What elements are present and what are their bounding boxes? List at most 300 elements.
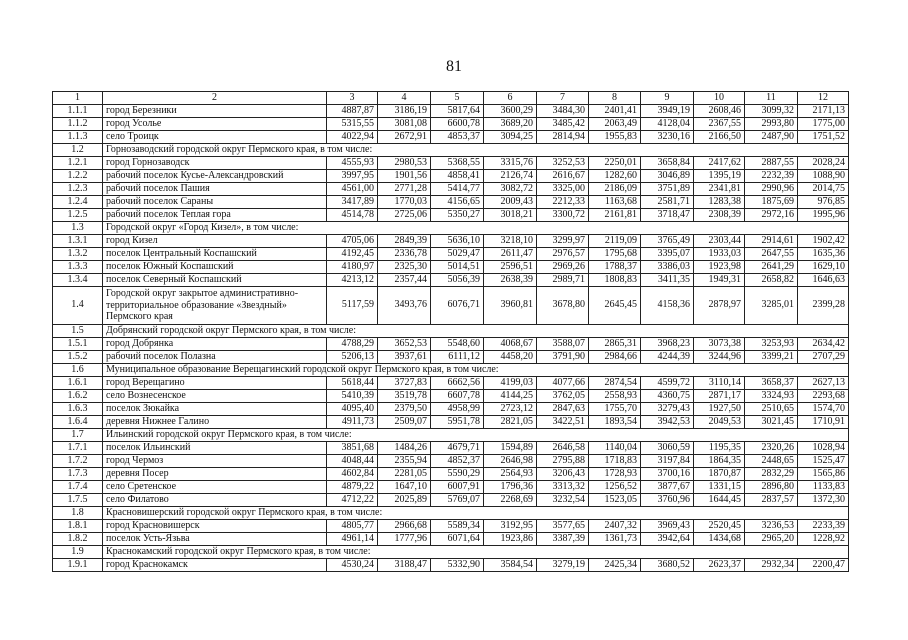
value-cell: 5636,10 bbox=[431, 235, 484, 248]
value-cell: 2965,20 bbox=[745, 532, 798, 545]
value-cell: 2063,49 bbox=[589, 118, 641, 131]
group-header-row bbox=[53, 363, 849, 376]
value-cell: 1484,26 bbox=[378, 441, 431, 454]
settlement-name: город Чермоз bbox=[103, 454, 327, 467]
settlement-name: город Верещагино bbox=[103, 376, 327, 389]
value-cell: 1635,36 bbox=[798, 248, 849, 261]
value-cell: 6007,91 bbox=[431, 480, 484, 493]
row-code: 1.2 bbox=[53, 144, 103, 157]
value-cell: 3960,81 bbox=[484, 287, 537, 325]
settlement-name: поселок Центральный Коспашский bbox=[103, 248, 327, 261]
value-cell: 5410,39 bbox=[327, 389, 378, 402]
group-name: Ильинский городской округ Пермского края, в том числе: bbox=[103, 428, 849, 441]
table-body bbox=[53, 92, 849, 572]
value-cell: 1728,93 bbox=[589, 467, 641, 480]
settlement-name: город Березники bbox=[103, 105, 327, 118]
value-cell: 3680,52 bbox=[641, 558, 694, 571]
value-cell: 1523,05 bbox=[589, 493, 641, 506]
value-cell: 2126,74 bbox=[484, 170, 537, 183]
settlement-name: село Троицк bbox=[103, 131, 327, 144]
value-cell: 2293,68 bbox=[798, 389, 849, 402]
settlement-name: рабочий поселок Сараны bbox=[103, 196, 327, 209]
group-header-row bbox=[53, 428, 849, 441]
value-cell: 3519,78 bbox=[378, 389, 431, 402]
value-cell: 2646,98 bbox=[484, 454, 537, 467]
value-cell: 2009,43 bbox=[484, 196, 537, 209]
value-cell: 1256,52 bbox=[589, 480, 641, 493]
column-header-12: 12 bbox=[798, 92, 849, 105]
table-row bbox=[53, 532, 849, 545]
value-cell: 3600,29 bbox=[484, 105, 537, 118]
value-cell: 4555,93 bbox=[327, 157, 378, 170]
value-cell: 2672,91 bbox=[378, 131, 431, 144]
row-code: 1.5.1 bbox=[53, 337, 103, 350]
value-cell: 3877,67 bbox=[641, 480, 694, 493]
settlement-name: село Сретенское bbox=[103, 480, 327, 493]
value-cell: 2980,53 bbox=[378, 157, 431, 170]
value-cell: 1644,45 bbox=[694, 493, 745, 506]
value-cell: 6662,56 bbox=[431, 376, 484, 389]
value-cell: 2281,05 bbox=[378, 467, 431, 480]
column-header-2: 2 bbox=[103, 92, 327, 105]
settlement-name: село Вознесенское bbox=[103, 389, 327, 402]
value-cell: 4514,78 bbox=[327, 209, 378, 222]
group-header-row bbox=[53, 144, 849, 157]
value-cell: 2896,80 bbox=[745, 480, 798, 493]
value-cell: 4853,37 bbox=[431, 131, 484, 144]
value-cell: 2821,05 bbox=[484, 415, 537, 428]
value-cell: 2914,61 bbox=[745, 235, 798, 248]
value-cell: 4530,24 bbox=[327, 558, 378, 571]
table-row bbox=[53, 454, 849, 467]
value-cell: 1163,68 bbox=[589, 196, 641, 209]
value-cell: 1949,31 bbox=[694, 274, 745, 287]
value-cell: 1434,68 bbox=[694, 532, 745, 545]
value-cell: 3046,89 bbox=[641, 170, 694, 183]
row-code: 1.3 bbox=[53, 222, 103, 235]
value-cell: 1331,15 bbox=[694, 480, 745, 493]
value-cell: 5350,27 bbox=[431, 209, 484, 222]
value-cell: 3399,21 bbox=[745, 350, 798, 363]
row-code: 1.7.2 bbox=[53, 454, 103, 467]
value-cell: 1283,38 bbox=[694, 196, 745, 209]
row-code: 1.7.5 bbox=[53, 493, 103, 506]
table-row bbox=[53, 519, 849, 532]
value-cell: 3942,64 bbox=[641, 532, 694, 545]
value-cell: 4048,44 bbox=[327, 454, 378, 467]
value-cell: 2336,78 bbox=[378, 248, 431, 261]
value-cell: 3313,32 bbox=[537, 480, 589, 493]
value-cell: 4022,94 bbox=[327, 131, 378, 144]
value-cell: 1796,36 bbox=[484, 480, 537, 493]
value-cell: 2849,39 bbox=[378, 235, 431, 248]
value-cell: 2878,97 bbox=[694, 287, 745, 325]
table-row bbox=[53, 209, 849, 222]
value-cell: 3218,10 bbox=[484, 235, 537, 248]
value-cell: 1228,92 bbox=[798, 532, 849, 545]
value-cell: 4599,72 bbox=[641, 376, 694, 389]
value-cell: 2989,71 bbox=[537, 274, 589, 287]
value-cell: 2581,71 bbox=[641, 196, 694, 209]
value-cell: 1864,35 bbox=[694, 454, 745, 467]
value-cell: 5368,55 bbox=[431, 157, 484, 170]
value-cell: 5548,60 bbox=[431, 337, 484, 350]
row-code: 1.3.3 bbox=[53, 261, 103, 274]
value-cell: 2814,94 bbox=[537, 131, 589, 144]
value-cell: 5590,29 bbox=[431, 467, 484, 480]
value-cell: 2969,26 bbox=[537, 261, 589, 274]
value-cell: 3395,07 bbox=[641, 248, 694, 261]
table-row bbox=[53, 402, 849, 415]
value-cell: 2645,45 bbox=[589, 287, 641, 325]
settlement-name: рабочий поселок Пашия bbox=[103, 183, 327, 196]
value-cell: 5618,44 bbox=[327, 376, 378, 389]
value-cell: 2510,65 bbox=[745, 402, 798, 415]
value-cell: 5332,90 bbox=[431, 558, 484, 571]
value-cell: 3021,45 bbox=[745, 415, 798, 428]
value-cell: 3658,37 bbox=[745, 376, 798, 389]
value-cell: 4244,39 bbox=[641, 350, 694, 363]
value-cell: 1629,10 bbox=[798, 261, 849, 274]
value-cell: 3279,43 bbox=[641, 402, 694, 415]
value-cell: 1646,63 bbox=[798, 274, 849, 287]
value-cell: 1927,50 bbox=[694, 402, 745, 415]
value-cell: 1795,68 bbox=[589, 248, 641, 261]
table-row bbox=[53, 558, 849, 571]
value-cell: 1808,83 bbox=[589, 274, 641, 287]
value-cell: 2611,47 bbox=[484, 248, 537, 261]
value-cell: 6607,78 bbox=[431, 389, 484, 402]
value-cell: 1028,94 bbox=[798, 441, 849, 454]
value-cell: 4068,67 bbox=[484, 337, 537, 350]
value-cell: 1933,03 bbox=[694, 248, 745, 261]
column-header-7: 7 bbox=[537, 92, 589, 105]
value-cell: 2341,81 bbox=[694, 183, 745, 196]
value-cell: 1902,42 bbox=[798, 235, 849, 248]
row-code: 1.1.3 bbox=[53, 131, 103, 144]
value-cell: 4887,87 bbox=[327, 105, 378, 118]
row-code: 1.2.3 bbox=[53, 183, 103, 196]
value-cell: 2993,80 bbox=[745, 118, 798, 131]
table-row bbox=[53, 248, 849, 261]
column-header-6: 6 bbox=[484, 92, 537, 105]
column-header-8: 8 bbox=[589, 92, 641, 105]
value-cell: 4852,37 bbox=[431, 454, 484, 467]
group-header-row bbox=[53, 222, 849, 235]
row-code: 1.3.2 bbox=[53, 248, 103, 261]
value-cell: 3230,16 bbox=[641, 131, 694, 144]
value-cell: 4805,77 bbox=[327, 519, 378, 532]
value-cell: 2871,17 bbox=[694, 389, 745, 402]
row-code: 1.7.1 bbox=[53, 441, 103, 454]
value-cell: 4879,22 bbox=[327, 480, 378, 493]
value-cell: 4180,97 bbox=[327, 261, 378, 274]
value-cell: 3588,07 bbox=[537, 337, 589, 350]
value-cell: 4788,29 bbox=[327, 337, 378, 350]
group-header-row bbox=[53, 324, 849, 337]
value-cell: 1755,70 bbox=[589, 402, 641, 415]
row-code: 1.6 bbox=[53, 363, 103, 376]
value-cell: 3937,61 bbox=[378, 350, 431, 363]
table-row bbox=[53, 493, 849, 506]
settlement-name: деревня Нижнее Галино bbox=[103, 415, 327, 428]
value-cell: 2028,24 bbox=[798, 157, 849, 170]
value-cell: 5414,77 bbox=[431, 183, 484, 196]
value-cell: 5817,64 bbox=[431, 105, 484, 118]
value-cell: 5951,78 bbox=[431, 415, 484, 428]
value-cell: 2268,69 bbox=[484, 493, 537, 506]
value-cell: 3018,21 bbox=[484, 209, 537, 222]
table-row bbox=[53, 196, 849, 209]
value-cell: 3718,47 bbox=[641, 209, 694, 222]
settlement-name: село Филатово bbox=[103, 493, 327, 506]
value-cell: 3386,03 bbox=[641, 261, 694, 274]
row-code: 1.6.2 bbox=[53, 389, 103, 402]
value-cell: 1282,60 bbox=[589, 170, 641, 183]
value-cell: 2623,37 bbox=[694, 558, 745, 571]
value-cell: 3658,84 bbox=[641, 157, 694, 170]
row-code: 1.7.3 bbox=[53, 467, 103, 480]
row-code: 1.3.4 bbox=[53, 274, 103, 287]
value-cell: 976,85 bbox=[798, 196, 849, 209]
value-cell: 2448,65 bbox=[745, 454, 798, 467]
value-cell: 2990,96 bbox=[745, 183, 798, 196]
value-cell: 2025,89 bbox=[378, 493, 431, 506]
settlement-name: город Горнозаводск bbox=[103, 157, 327, 170]
value-cell: 2932,34 bbox=[745, 558, 798, 571]
value-cell: 3325,00 bbox=[537, 183, 589, 196]
table-row bbox=[53, 389, 849, 402]
value-cell: 1525,47 bbox=[798, 454, 849, 467]
value-cell: 3969,43 bbox=[641, 519, 694, 532]
value-cell: 3206,43 bbox=[537, 467, 589, 480]
value-cell: 2509,07 bbox=[378, 415, 431, 428]
value-cell: 4679,71 bbox=[431, 441, 484, 454]
value-cell: 1923,86 bbox=[484, 532, 537, 545]
value-cell: 4705,06 bbox=[327, 235, 378, 248]
value-cell: 1870,87 bbox=[694, 467, 745, 480]
value-cell: 3765,49 bbox=[641, 235, 694, 248]
value-cell: 2487,90 bbox=[745, 131, 798, 144]
value-cell: 4958,99 bbox=[431, 402, 484, 415]
value-cell: 3188,47 bbox=[378, 558, 431, 571]
column-header-5: 5 bbox=[431, 92, 484, 105]
row-code: 1.1.2 bbox=[53, 118, 103, 131]
table-row bbox=[53, 131, 849, 144]
value-cell: 3253,93 bbox=[745, 337, 798, 350]
value-cell: 5056,39 bbox=[431, 274, 484, 287]
value-cell: 1088,90 bbox=[798, 170, 849, 183]
value-cell: 4156,65 bbox=[431, 196, 484, 209]
settlement-name: поселок Южный Коспашский bbox=[103, 261, 327, 274]
value-cell: 2795,88 bbox=[537, 454, 589, 467]
group-header-row bbox=[53, 545, 849, 558]
value-cell: 2417,62 bbox=[694, 157, 745, 170]
row-code: 1.8 bbox=[53, 506, 103, 519]
row-code: 1.4 bbox=[53, 287, 103, 325]
table-row bbox=[53, 274, 849, 287]
value-cell: 1775,00 bbox=[798, 118, 849, 131]
value-cell: 3997,95 bbox=[327, 170, 378, 183]
value-cell: 3762,05 bbox=[537, 389, 589, 402]
value-cell: 4158,36 bbox=[641, 287, 694, 325]
value-cell: 3110,14 bbox=[694, 376, 745, 389]
value-cell: 2634,42 bbox=[798, 337, 849, 350]
value-cell: 1777,96 bbox=[378, 532, 431, 545]
value-cell: 3678,80 bbox=[537, 287, 589, 325]
value-cell: 3081,08 bbox=[378, 118, 431, 131]
value-cell: 2233,39 bbox=[798, 519, 849, 532]
value-cell: 1574,70 bbox=[798, 402, 849, 415]
value-cell: 4561,00 bbox=[327, 183, 378, 196]
value-cell: 1901,56 bbox=[378, 170, 431, 183]
group-name: Муниципальное образование Верещагинский городской округ Пермского края, в том числе: bbox=[103, 363, 849, 376]
value-cell: 2837,57 bbox=[745, 493, 798, 506]
settlement-name: поселок Ильинский bbox=[103, 441, 327, 454]
row-code: 1.6.3 bbox=[53, 402, 103, 415]
value-cell: 2984,66 bbox=[589, 350, 641, 363]
value-cell: 4095,40 bbox=[327, 402, 378, 415]
table-row bbox=[53, 467, 849, 480]
value-cell: 2616,67 bbox=[537, 170, 589, 183]
value-cell: 6111,12 bbox=[431, 350, 484, 363]
value-cell: 2725,06 bbox=[378, 209, 431, 222]
value-cell: 3060,59 bbox=[641, 441, 694, 454]
value-cell: 2171,13 bbox=[798, 105, 849, 118]
settlement-name: поселок Северный Коспашский bbox=[103, 274, 327, 287]
value-cell: 1875,69 bbox=[745, 196, 798, 209]
value-cell: 3300,72 bbox=[537, 209, 589, 222]
column-header-1: 1 bbox=[53, 92, 103, 105]
value-cell: 6076,71 bbox=[431, 287, 484, 325]
value-cell: 5769,07 bbox=[431, 493, 484, 506]
value-cell: 1995,96 bbox=[798, 209, 849, 222]
table-row bbox=[53, 183, 849, 196]
value-cell: 2771,28 bbox=[378, 183, 431, 196]
value-cell: 3236,53 bbox=[745, 519, 798, 532]
value-cell: 2564,93 bbox=[484, 467, 537, 480]
value-cell: 1372,30 bbox=[798, 493, 849, 506]
value-cell: 3279,19 bbox=[537, 558, 589, 571]
value-cell: 2200,47 bbox=[798, 558, 849, 571]
value-cell: 1195,35 bbox=[694, 441, 745, 454]
table-row bbox=[53, 376, 849, 389]
row-code: 1.9 bbox=[53, 545, 103, 558]
value-cell: 4144,25 bbox=[484, 389, 537, 402]
value-cell: 2832,29 bbox=[745, 467, 798, 480]
value-cell: 2250,01 bbox=[589, 157, 641, 170]
value-cell: 3791,90 bbox=[537, 350, 589, 363]
row-code: 1.3.1 bbox=[53, 235, 103, 248]
value-cell: 1770,03 bbox=[378, 196, 431, 209]
column-header-3: 3 bbox=[327, 92, 378, 105]
value-cell: 2161,81 bbox=[589, 209, 641, 222]
value-cell: 3577,65 bbox=[537, 519, 589, 532]
table-row bbox=[53, 287, 849, 325]
row-code: 1.5 bbox=[53, 324, 103, 337]
row-code: 1.7.4 bbox=[53, 480, 103, 493]
row-code: 1.9.1 bbox=[53, 558, 103, 571]
value-cell: 5029,47 bbox=[431, 248, 484, 261]
value-cell: 2647,55 bbox=[745, 248, 798, 261]
table-row bbox=[53, 480, 849, 493]
value-cell: 2325,30 bbox=[378, 261, 431, 274]
value-cell: 2596,51 bbox=[484, 261, 537, 274]
settlement-name: рабочий поселок Теплая гора bbox=[103, 209, 327, 222]
value-cell: 3851,68 bbox=[327, 441, 378, 454]
value-cell: 2407,32 bbox=[589, 519, 641, 532]
value-cell: 1140,04 bbox=[589, 441, 641, 454]
value-cell: 3197,84 bbox=[641, 454, 694, 467]
value-cell: 4199,03 bbox=[484, 376, 537, 389]
value-cell: 2357,44 bbox=[378, 274, 431, 287]
group-name: Красновишерский городской округ Пермского края, в том числе: bbox=[103, 506, 849, 519]
table-row bbox=[53, 118, 849, 131]
row-code: 1.8.1 bbox=[53, 519, 103, 532]
value-cell: 4911,73 bbox=[327, 415, 378, 428]
settlement-name: город Краснокамск bbox=[103, 558, 327, 571]
value-cell: 2232,39 bbox=[745, 170, 798, 183]
value-cell: 3584,54 bbox=[484, 558, 537, 571]
value-cell: 4128,04 bbox=[641, 118, 694, 131]
settlement-name: поселок Усть-Язьва bbox=[103, 532, 327, 545]
value-cell: 3751,89 bbox=[641, 183, 694, 196]
value-cell: 3285,01 bbox=[745, 287, 798, 325]
table-row bbox=[53, 157, 849, 170]
value-cell: 3727,83 bbox=[378, 376, 431, 389]
value-cell: 4712,22 bbox=[327, 493, 378, 506]
value-cell: 3387,39 bbox=[537, 532, 589, 545]
value-cell: 6600,78 bbox=[431, 118, 484, 131]
value-cell: 3244,96 bbox=[694, 350, 745, 363]
settlement-name: рабочий поселок Кусье-Александровский bbox=[103, 170, 327, 183]
row-code: 1.7 bbox=[53, 428, 103, 441]
settlement-name: Городской округ закрытое административно-территориальное образование «Звездный» Пермского края bbox=[103, 287, 327, 325]
value-cell: 2646,58 bbox=[537, 441, 589, 454]
table-row bbox=[53, 261, 849, 274]
value-cell: 1565,86 bbox=[798, 467, 849, 480]
row-code: 1.5.2 bbox=[53, 350, 103, 363]
value-cell: 4858,41 bbox=[431, 170, 484, 183]
settlement-name: деревня Посер bbox=[103, 467, 327, 480]
value-cell: 1923,98 bbox=[694, 261, 745, 274]
value-cell: 3942,53 bbox=[641, 415, 694, 428]
value-cell: 2303,44 bbox=[694, 235, 745, 248]
value-cell: 4961,14 bbox=[327, 532, 378, 545]
table-row bbox=[53, 337, 849, 350]
value-cell: 5589,34 bbox=[431, 519, 484, 532]
settlement-name: город Красновишерск bbox=[103, 519, 327, 532]
row-code: 1.2.5 bbox=[53, 209, 103, 222]
value-cell: 2865,31 bbox=[589, 337, 641, 350]
row-code: 1.8.2 bbox=[53, 532, 103, 545]
row-code: 1.2.1 bbox=[53, 157, 103, 170]
value-cell: 2723,12 bbox=[484, 402, 537, 415]
table-row bbox=[53, 105, 849, 118]
value-cell: 3760,96 bbox=[641, 493, 694, 506]
value-cell: 2638,39 bbox=[484, 274, 537, 287]
column-header-9: 9 bbox=[641, 92, 694, 105]
value-cell: 3968,23 bbox=[641, 337, 694, 350]
value-cell: 4213,12 bbox=[327, 274, 378, 287]
value-cell: 4602,84 bbox=[327, 467, 378, 480]
value-cell: 3652,53 bbox=[378, 337, 431, 350]
value-cell: 2308,39 bbox=[694, 209, 745, 222]
value-cell: 3094,25 bbox=[484, 131, 537, 144]
value-cell: 3411,35 bbox=[641, 274, 694, 287]
value-cell: 2558,93 bbox=[589, 389, 641, 402]
value-cell: 2355,94 bbox=[378, 454, 431, 467]
